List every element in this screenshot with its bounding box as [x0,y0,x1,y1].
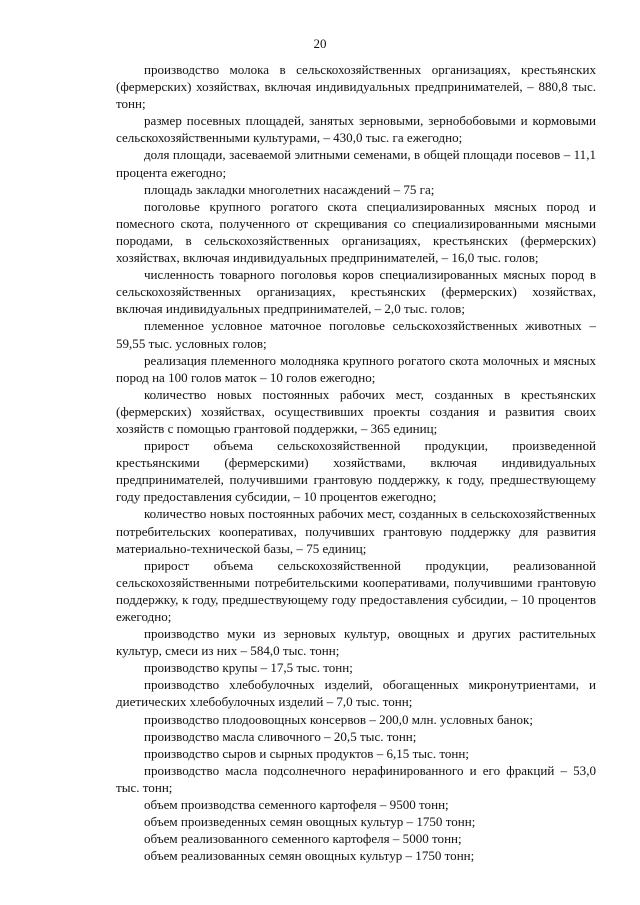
paragraph: производство молока в сельскохозяйственных организациях, крестьянских (фермерских) хозяйствах, включая индивидуальных предпринимателей, – 880,8 тыс. тонн; [116,62,596,112]
paragraph: реализация племенного молодняка крупного рогатого скота молочных и мясных пород на 100 голов маток – 10 голов ежегодно; [116,352,596,385]
paragraph: поголовье крупного рогатого скота специализированных мясных пород и помесного скота, полученного от скрещивания со специализированными мясными породами, в сельскохозяйственных организациях, крестьянских (фермерских) хозяйствах, включая индивидуальных предпринимателей, – 16,0 тыс. голов; [116,198,596,266]
paragraph: производство сыров и сырных продуктов – 6,15 тыс. тонн; [144,745,470,761]
paragraph: численность товарного поголовья коров специализированных мясных пород в сельскохозяйственных организациях, крестьянских (фермерских) хозяйствах, включая индивидуальных предпринимателей, – 2,0 тыс. голов; [116,267,596,317]
paragraph: производство муки из зерновых культур, овощных и других растительных культур, смеси из них – 584,0 тыс. тонн; [116,626,596,659]
paragraph: объем производства семенного картофеля – 9500 тонн; [144,797,449,813]
document-body [116,61,596,864]
paragraph: производство хлебобулочных изделий, обогащенных микронутриентами, и диетических хлебобулочных изделий – 7,0 тыс. тонн; [116,677,596,710]
paragraph: объем произведенных семян овощных культур – 1750 тонн; [144,814,476,830]
paragraph: количество новых постоянных рабочих мест, созданных в крестьянских (фермерских) хозяйствах, осуществивших проекты создания и развития своих хозяйств с помощью грантовой поддержки, – 365 единиц; [116,386,596,436]
paragraph: производство масла подсолнечного нерафинированного и его фракций – 53,0 тыс. тонн; [116,762,596,795]
paragraph: производство крупы – 17,5 тыс. тонн; [144,660,353,676]
paragraph: производство масла сливочного – 20,5 тыс. тонн; [144,728,417,744]
page-number: 20 [313,36,327,51]
paragraph: прирост объема сельскохозяйственной продукции, реализованной сельскохозяйственными потребительскими кооперативами, получившими грантовую поддержку, к году, предшествующему году предоставления субсидии, – 10 процентов ежегодно; [116,557,596,624]
paragraph: доля площади, засеваемой элитными семенами, в общей площади посевов – 11,1 процента ежегодно; [116,147,596,180]
paragraph: прирост объема сельскохозяйственной продукции, произведенной крестьянскими (фермерскими) хозяйствами, включая индивидуальных предпринимателей, получившими грантовую поддержку, к году, предшествующему году предоставления субсидии, – 10 процентов ежегодно; [116,438,596,505]
paragraph: размер посевных площадей, занятых зерновыми, зернобобовыми и кормовыми сельскохозяйственными культурами, – 430,0 тыс. га ежегодно; [116,113,596,146]
paragraph: количество новых постоянных рабочих мест, созданных в сельскохозяйственных потребительских кооперативах, получивших грантовую поддержку для развития материально-технической базы, – 75 единиц; [116,506,596,556]
paragraph: объем реализованного семенного картофеля – 5000 тонн; [144,831,462,847]
paragraph: объем реализованных семян овощных культур – 1750 тонн; [144,848,475,864]
paragraph: производство плодоовощных консервов – 200,0 млн. условных банок; [144,711,533,727]
paragraph: площадь закладки многолетних насаждений – 75 га; [144,181,435,197]
paragraph: племенное условное маточное поголовье сельскохозяйственных животных – 59,55 тыс. условных голов; [116,318,596,351]
